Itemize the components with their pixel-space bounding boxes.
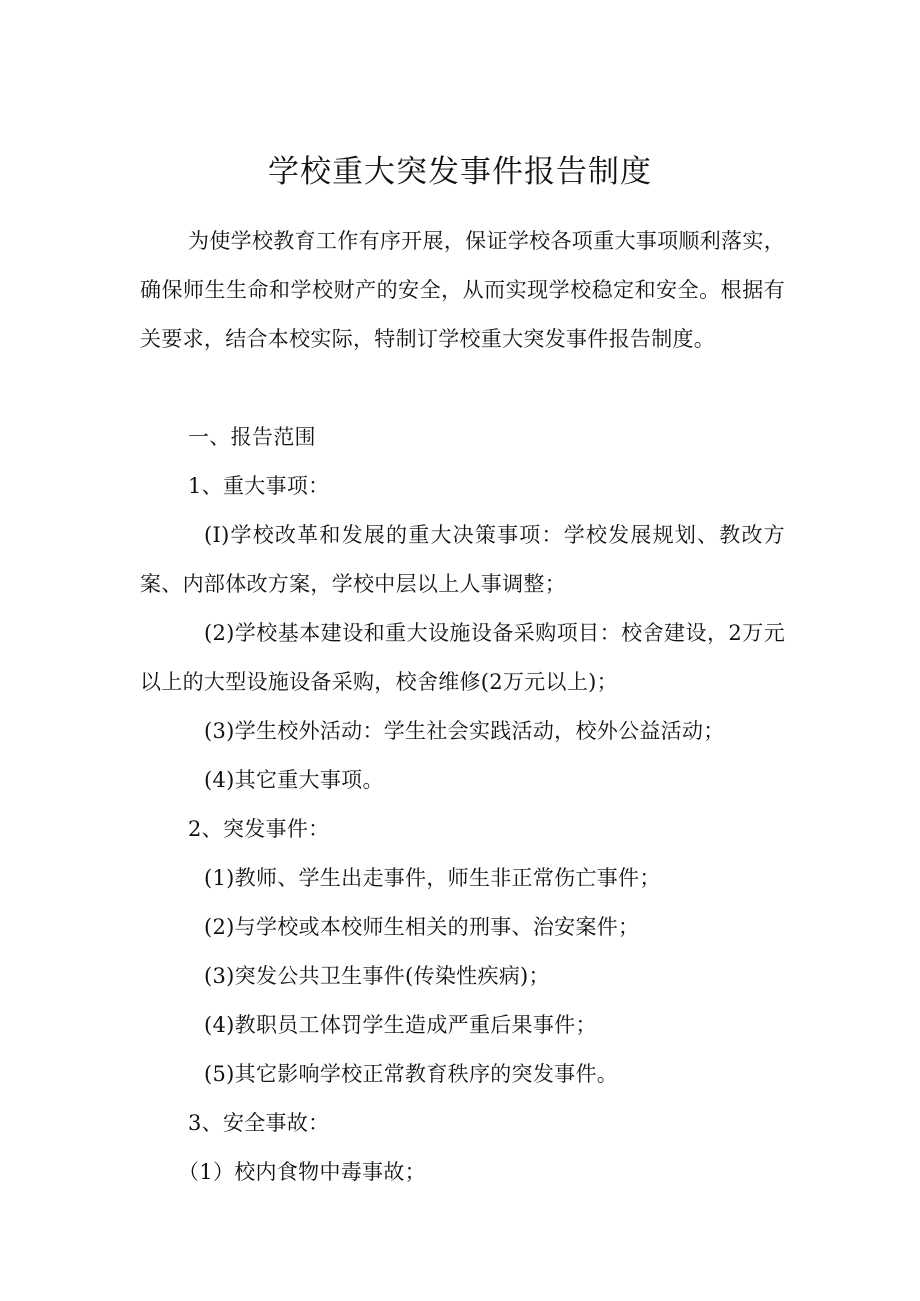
subsection-heading-major-matters: 1、重大事项： bbox=[188, 474, 330, 498]
list-item: (3)学生校外活动：学生社会实践活动，校外公益活动； bbox=[204, 719, 725, 743]
intro-paragraph: 为使学校教育工作有序开展，保证学校各项重大事项顺利落实，确保师生生命和学校财产的安全，从而实现学校稳定和安全。根据有关要求，结合本校实际，特制订学校重大突发事件报告制度。 bbox=[140, 229, 785, 351]
list-item: (2)学校基本建设和重大设施设备采购项目：校舍建设，2万元以上的大型设施设备采购，校舍维修(2万元以上)； bbox=[140, 621, 785, 694]
list-item: （1）校内食物中毒事故； bbox=[178, 1160, 426, 1184]
section-heading-scope: 一、报告范围 bbox=[188, 425, 316, 449]
list-item: (5)其它影响学校正常教育秩序的突发事件。 bbox=[204, 1062, 619, 1086]
list-item: (3)突发公共卫生事件(传染性疾病)； bbox=[204, 964, 550, 988]
list-item: (I)学校改革和发展的重大决策事项：学校发展规划、教改方案、内部体改方案，学校中层以上人事调整； bbox=[140, 523, 785, 596]
list-item: (4)教职员工体罚学生造成严重后果事件； bbox=[204, 1013, 597, 1037]
document-title: 学校重大突发事件报告制度 bbox=[268, 154, 652, 190]
list-item: (2)与学校或本校师生相关的刑事、治安案件； bbox=[204, 915, 640, 939]
list-item: (4)其它重大事项。 bbox=[204, 768, 384, 792]
subsection-heading-safety-accidents: 3、安全事故： bbox=[188, 1111, 330, 1135]
list-item: (1)教师、学生出走事件，师生非正常伤亡事件； bbox=[204, 866, 661, 890]
subsection-heading-emergencies: 2、突发事件： bbox=[188, 817, 330, 841]
